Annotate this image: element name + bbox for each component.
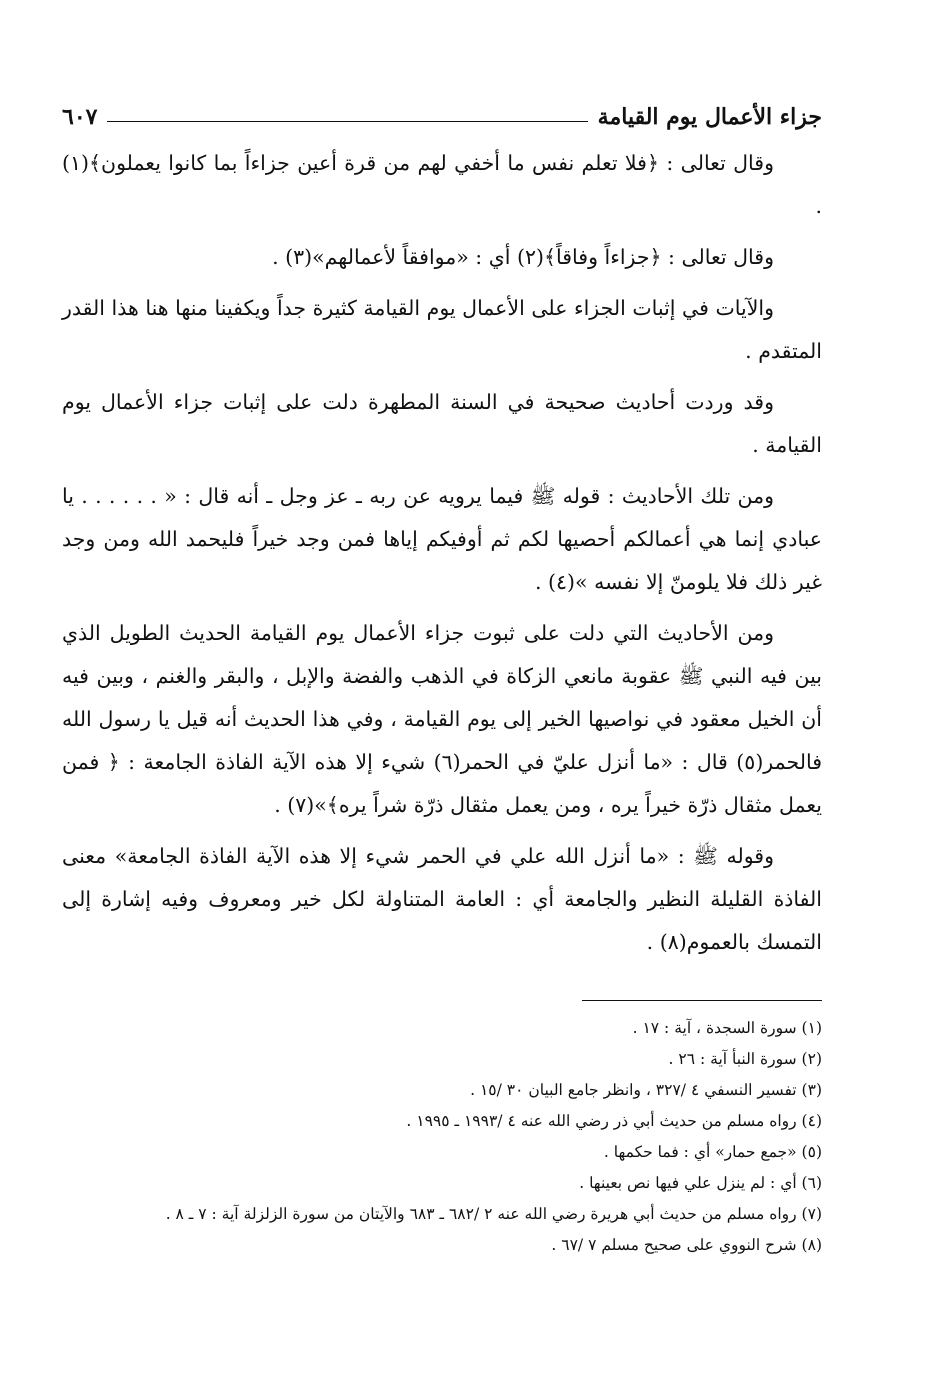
footnote-7: (٧) رواه مسلم من حديث أبي هريرة رضي الله عنه ٢ /٦٨٢ ـ ٦٨٣ والآيتان من سورة الزلزلة آية : ٧ ـ ٨ . <box>165 1205 822 1223</box>
paragraph-6: ومن الأحاديث التي دلت على ثبوت جزاء الأعمال يوم القيامة الحديث الطويل الذي بين فيه النبي ﷺ عقوبة مانعي الزكاة في الذهب والفضة والإبل ، والبقر والغنم ، وبين فيه أن الخيل معقود في نواصيها الخير إلى يوم القيامة ، وفي هذا الحديث أنه قيل يا رسول الله فالحمر(٥) قال : «ما أنزل عليّ في الحمر(٦) شيء إلا هذه الآية الفاذة الجامعة : ﴿ فمن يعمل مثقال ذرّة خيراً يره ، ومن يعمل مثقال ذرّة شراً يره﴾»(٧) . <box>62 621 822 817</box>
paragraph-4: وقد وردت أحاديث صحيحة في السنة المطهرة دلت على إثبات جزاء الأعمال يوم القيامة . <box>62 390 822 457</box>
footnote-6: (٦) أي : لم ينزل علي فيها نص بعينها . <box>579 1174 822 1192</box>
paragraph-5: ومن تلك الأحاديث : قوله ﷺ فيما يرويه عن ربه ـ عز وجل ـ أنه قال : « . . . . . . يا عبادي إنما هي أعمالكم أحصيها لكم ثم أوفيكم إياها فمن وجد خيراً فليحمد الله ومن وجد غير ذلك فلا يلومنّ إلا نفسه »(٤) . <box>62 484 822 594</box>
running-header <box>62 90 822 130</box>
footnote-2: (٢) سورة النبأ آية : ٢٦ . <box>668 1050 822 1068</box>
footnotes <box>62 1013 822 1261</box>
footnote-separator <box>582 1000 822 1001</box>
body-text <box>62 142 822 964</box>
footnote-4: (٤) رواه مسلم من حديث أبي ذر رضي الله عنه ٤ /١٩٩٣ ـ ١٩٩٥ . <box>406 1112 822 1130</box>
paragraph-2: وقال تعالى : ﴿جزاءاً وفاقاً﴾(٢) أي : «موافقاً لأعمالهم»(٣) . <box>272 245 774 269</box>
footnote-1: (١) سورة السجدة ، آية : ١٧ . <box>632 1019 822 1037</box>
footnote-5: (٥) «جمع حمار» أي : فما حكمها . <box>603 1143 822 1161</box>
header-rule <box>107 121 587 122</box>
paragraph-7: وقوله ﷺ : «ما أنزل الله علي في الحمر شيء إلا هذه الآية الفاذة الجامعة» معنى الفاذة القليلة النظير والجامعة أي : العامة المتناولة لكل خير ومعروف وفيه إشارة إلى التمسك بالعموم(٨) . <box>62 844 822 954</box>
header-title: جزاء الأعمال يوم القيامة <box>597 104 822 130</box>
book-page <box>62 90 822 1330</box>
paragraph-3: والآيات في إثبات الجزاء على الأعمال يوم القيامة كثيرة جداً ويكفينا منها هنا هذا القدر المتقدم . <box>62 296 822 363</box>
paragraph-1: وقال تعالى : ﴿فلا تعلم نفس ما أخفي لهم من قرة أعين جزاءاً بما كانوا يعملون﴾(١) . <box>62 151 822 218</box>
footnote-8: (٨) شرح النووي على صحيح مسلم ٧ /٦٧ . <box>551 1236 822 1254</box>
page-number: ٦٠٧ <box>62 104 98 130</box>
footnote-3: (٣) تفسير النسفي ٤ /٣٢٧ ، وانظر جامع البيان ٣٠ /١٥ . <box>470 1081 822 1099</box>
